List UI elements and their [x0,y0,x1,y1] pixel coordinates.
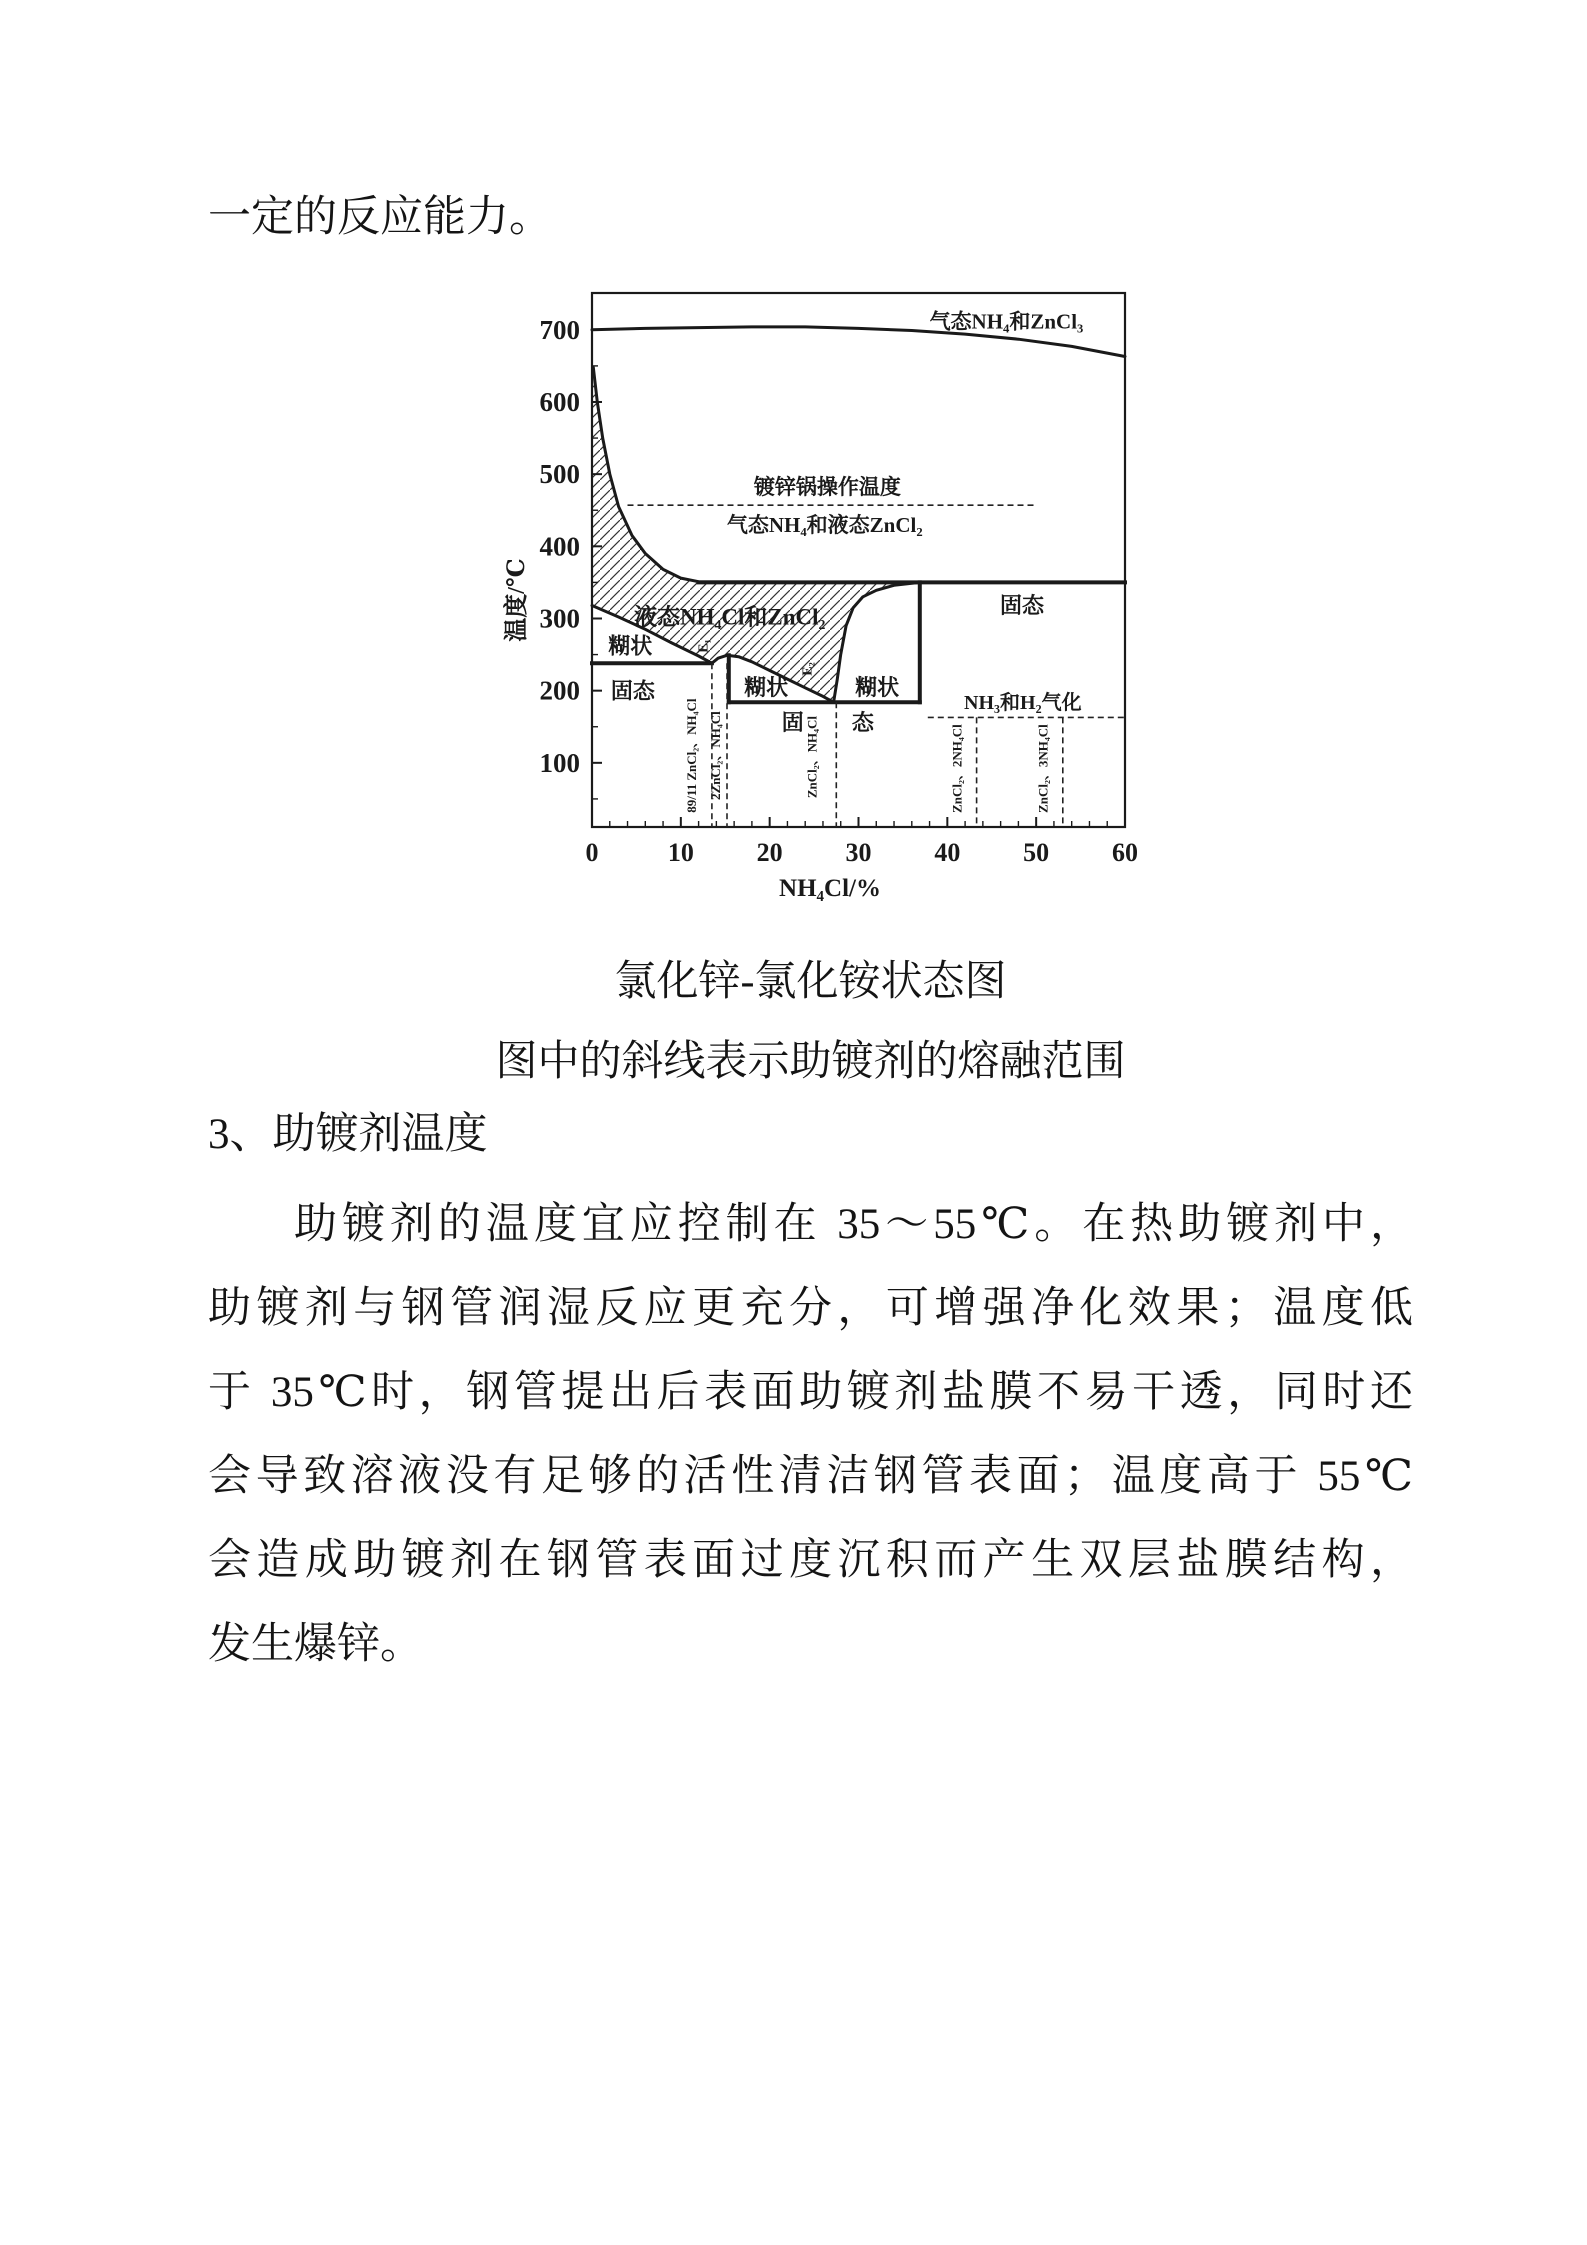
chart-rotated-label: ZnCl₂、2NH₄Cl [949,724,965,813]
chart-region-label: 糊状 [608,633,653,659]
chart-region-label: 气态NH₄和液态ZnCl₂ [726,513,923,538]
x-tick-label: 60 [1111,838,1138,867]
chart-rotated-label: E₁ [696,639,712,653]
paragraph-line: 发生爆锌。 [208,1621,423,1668]
y-tick-label: 400 [539,531,580,562]
chart-region-label: 固 [781,710,804,736]
chart-region-label: 糊状 [855,674,900,700]
x-tick-label: 20 [756,838,783,867]
paragraph-line: 于 35℃时，钢管提出后表面助镀剂盐膜不易干透，同时还 [208,1369,1413,1416]
phase-diagram-chart [460,268,1160,918]
x-tick-label: 40 [934,838,961,867]
paragraph-line: 会造成助镀剂在钢管表面过度沉积而产生双层盐膜结构， [208,1537,1413,1584]
x-tick-label: 50 [1023,838,1050,867]
chart-rotated-label: 2ZnCl₂、NH₄Cl [707,711,723,800]
y-tick-label: 600 [539,386,580,417]
intro-text-line: 一定的反应能力。 [208,194,552,241]
chart-region-label: NH₃和H₂气化 [964,692,1082,715]
y-tick-label: 700 [539,314,580,345]
chart-region-label: 镀锌锅操作温度 [753,474,901,499]
section-heading: 3、助镀剂温度 [208,1111,488,1158]
figure-title: 氯化锌-氯化铵状态图 [614,959,1007,1005]
chart-rotated-label: ZnCl₂、NH₄Cl [804,715,820,799]
y-tick-label: 300 [539,603,580,634]
y-tick-label: 200 [539,675,580,706]
paragraph-line: 助镀剂的温度宜应控制在 35～55℃。在热助镀剂中， [294,1201,1413,1248]
chart-region-label: 固态 [610,678,655,704]
figure-subtitle: 图中的斜线表示助镀剂的熔融范围 [495,1039,1126,1085]
chart-rotated-label: 89/11 ZnCl₂、NH₄Cl [683,698,699,813]
chart-region-label: 固态 [999,593,1044,619]
chart-rotated-label: E₂ [800,662,816,676]
paragraph-line: 会导致溶液没有足够的活性清洁钢管表面；温度高于 55℃ [208,1453,1413,1500]
chart-region-label: 态 [851,710,874,736]
y-axis-title: 温度/℃ [504,558,530,642]
y-tick-label: 100 [539,747,580,778]
x-tick-label: 30 [845,838,872,867]
chart-region-label: 糊状 [744,674,789,700]
chart-region-label: 气态NH₄和ZnCl₃ [929,309,1084,334]
chart-region-label: 液态NH₄Cl和ZnCl₂ [633,604,826,630]
y-tick-label: 500 [539,459,580,490]
x-axis-title: NH₄Cl/% [779,875,881,902]
chart-rotated-label: ZnCl₂、3NH₄Cl [1035,724,1051,813]
x-tick-label: 0 [585,838,599,867]
x-tick-label: 10 [667,838,694,867]
paragraph-line: 助镀剂与钢管润湿反应更充分，可增强净化效果；温度低 [208,1285,1413,1332]
